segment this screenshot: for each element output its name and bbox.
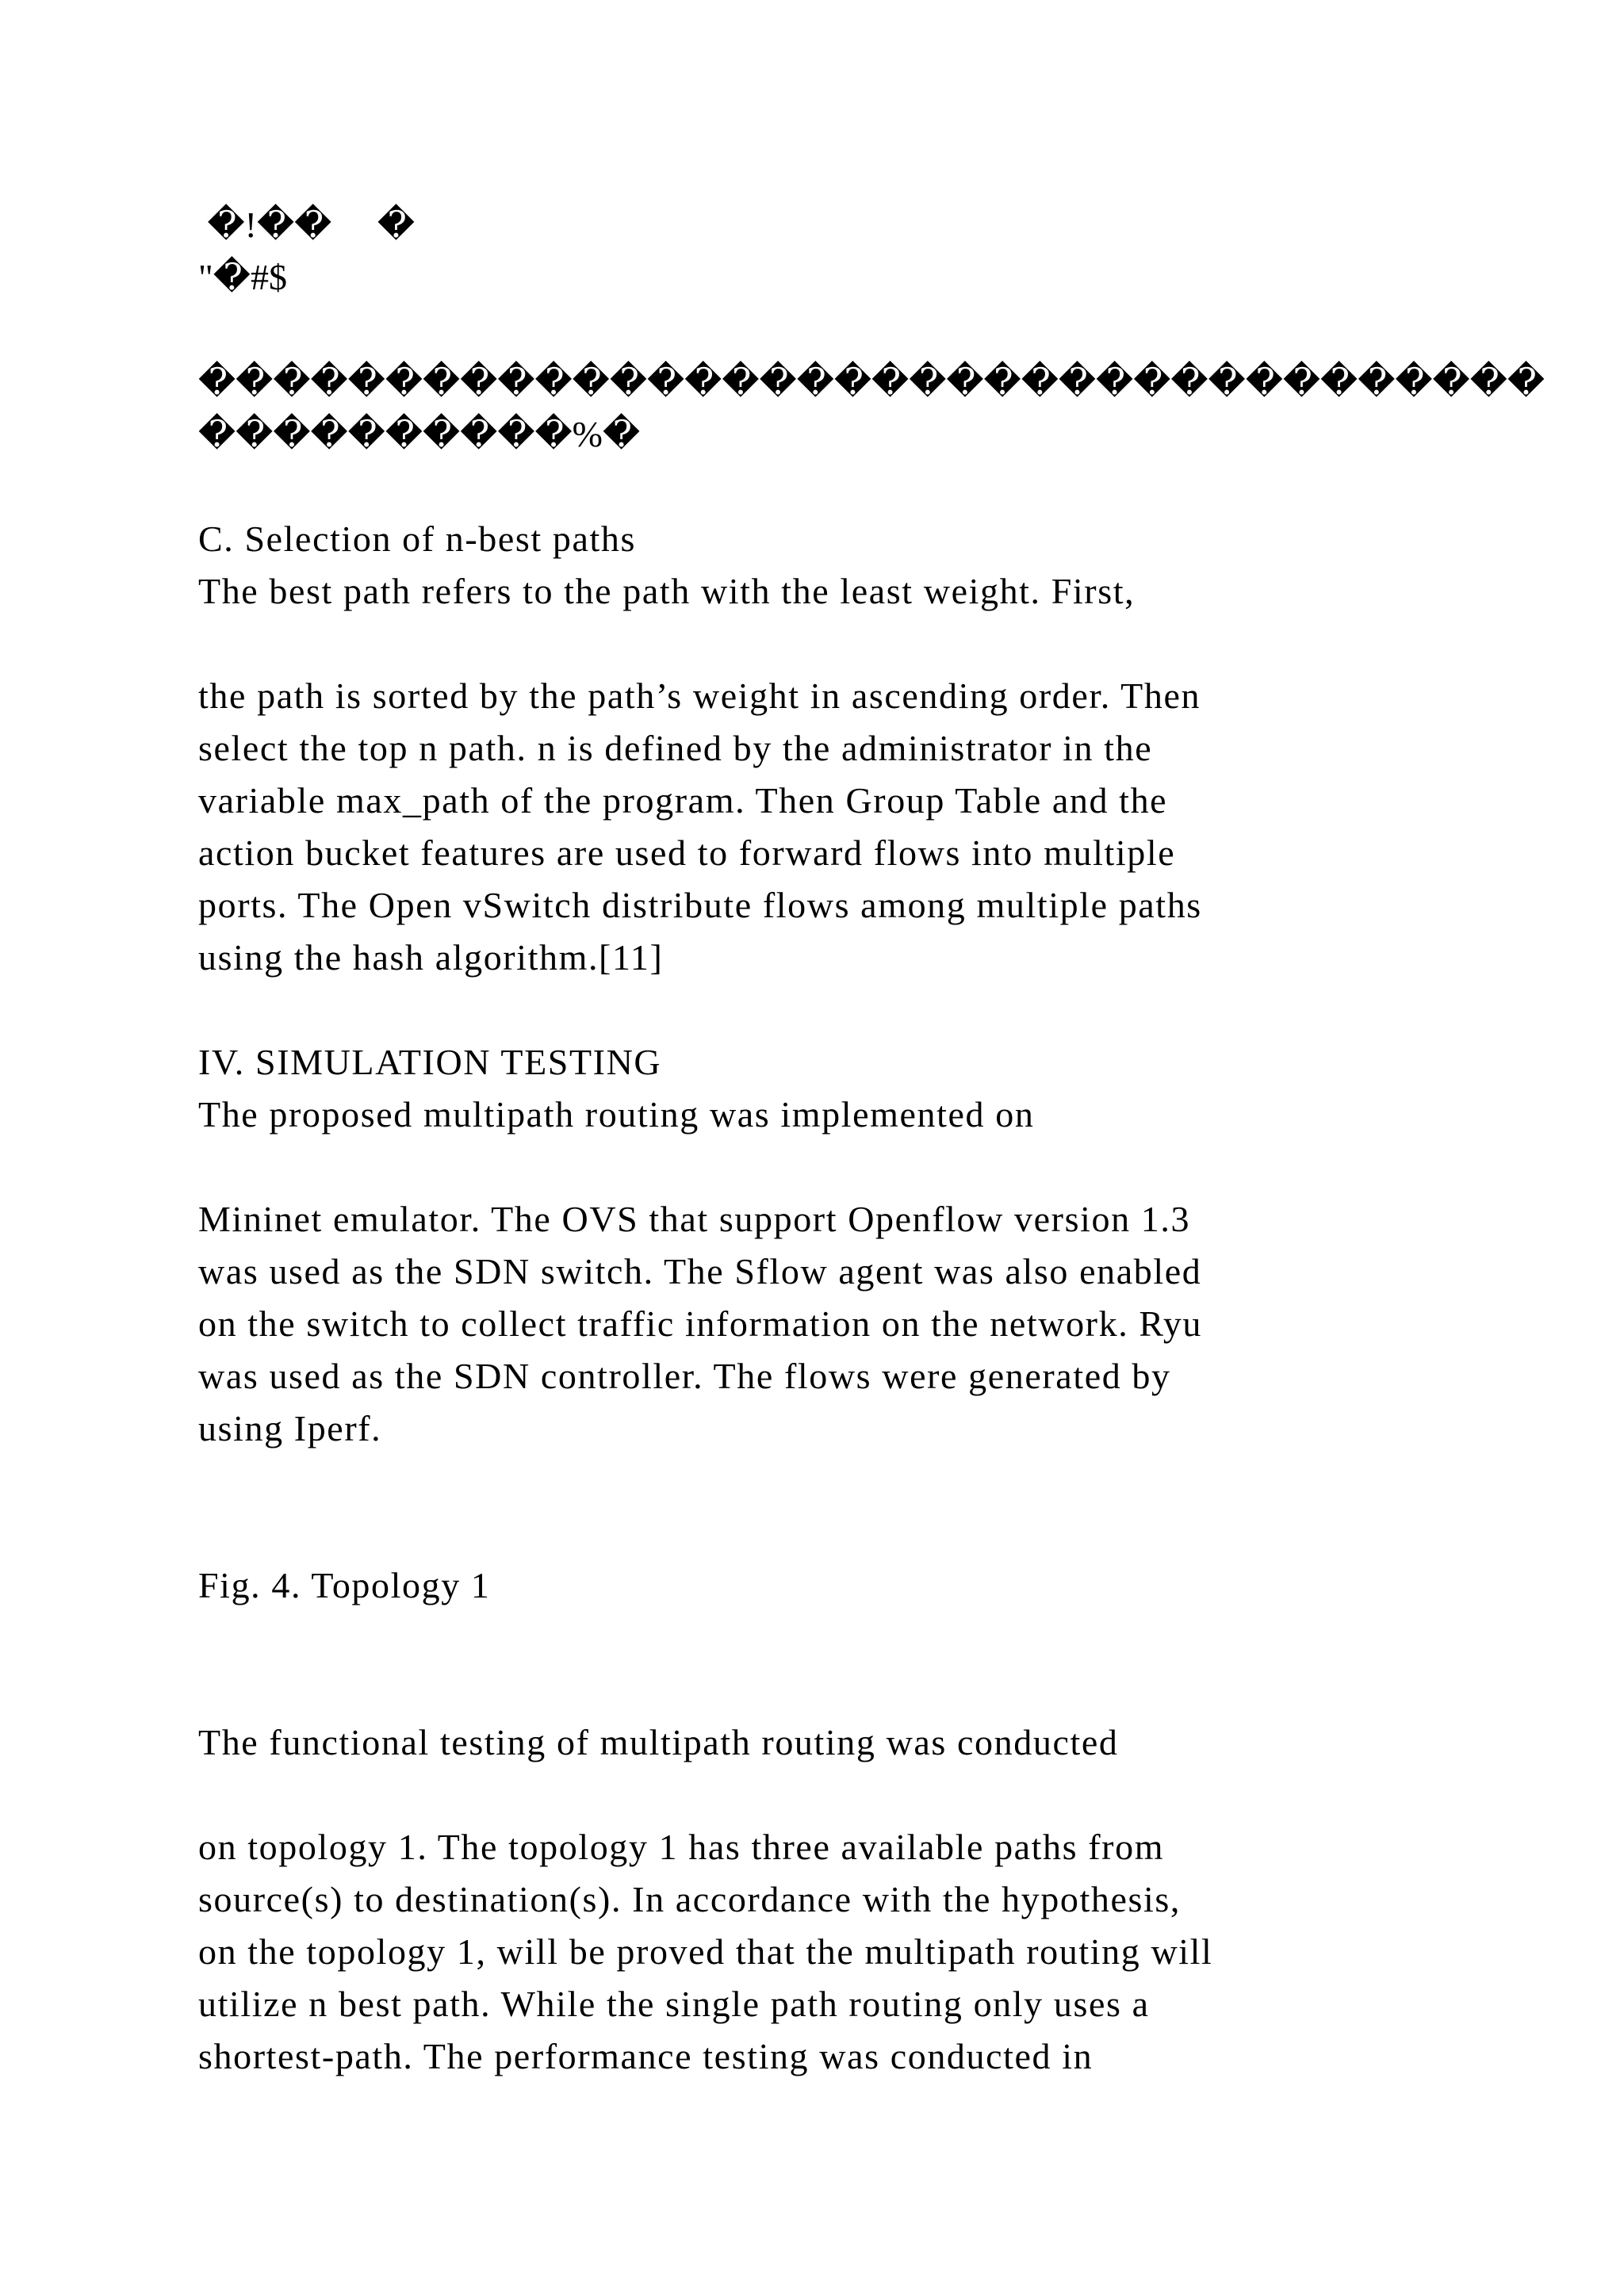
section-iv-line: was used as the SDN switch. The Sflow agent was also enabled [198, 1251, 1202, 1292]
section-c-line: variable max_path of the program. Then Group Table and the [198, 780, 1168, 821]
garbled-text-line: ����������%� [198, 414, 641, 454]
section-iv-line: using Iperf. [198, 1408, 382, 1448]
section-iv-line: was used as the SDN controller. The flows were generated by [198, 1356, 1171, 1396]
section-c-line: ports. The Open vSwitch distribute flows among multiple paths [198, 885, 1202, 925]
section-c-line: select the top n path. n is defined by the administrator in the [198, 728, 1153, 768]
functional-testing-line: source(s) to destination(s). In accordance with the hypothesis, [198, 1879, 1181, 1919]
section-c-line: using the hash algorithm.[11] [198, 937, 664, 978]
figure-caption: Fig. 4. Topology 1 [198, 1565, 491, 1605]
section-iv-line: Mininet emulator. The OVS that support Openflow version 1.3 [198, 1199, 1191, 1239]
functional-testing-line: on the topology 1, will be proved that the multipath routing will [198, 1931, 1213, 1972]
functional-testing-line: utilize n best path. While the single path routing only uses a [198, 1984, 1150, 2024]
garbled-text-line: �!�� � [198, 205, 415, 245]
section-c-heading: C. Selection of n-best paths [198, 519, 636, 559]
section-iv-line: on the switch to collect traffic information on the network. Ryu [198, 1303, 1203, 1344]
section-iv-line: The proposed multipath routing was implemented on [198, 1094, 1035, 1135]
garbled-text-line: ������������������������������������ [198, 362, 1545, 402]
functional-testing-line: shortest-path. The performance testing was conducted in [198, 2036, 1094, 2076]
section-c-line: the path is sorted by the path’s weight in ascending order. Then [198, 675, 1201, 716]
section-c-line: action bucket features are used to forward flows into multiple [198, 832, 1176, 873]
functional-testing-line: on topology 1. The topology 1 has three available paths from [198, 1827, 1165, 1867]
functional-testing-line: The functional testing of multipath routing was conducted [198, 1722, 1119, 1762]
section-iv-heading: IV. SIMULATION TESTING [198, 1042, 662, 1082]
garbled-text-line: "�#$ [198, 257, 287, 297]
section-c-line: The best path refers to the path with the least weight. First, [198, 571, 1136, 611]
